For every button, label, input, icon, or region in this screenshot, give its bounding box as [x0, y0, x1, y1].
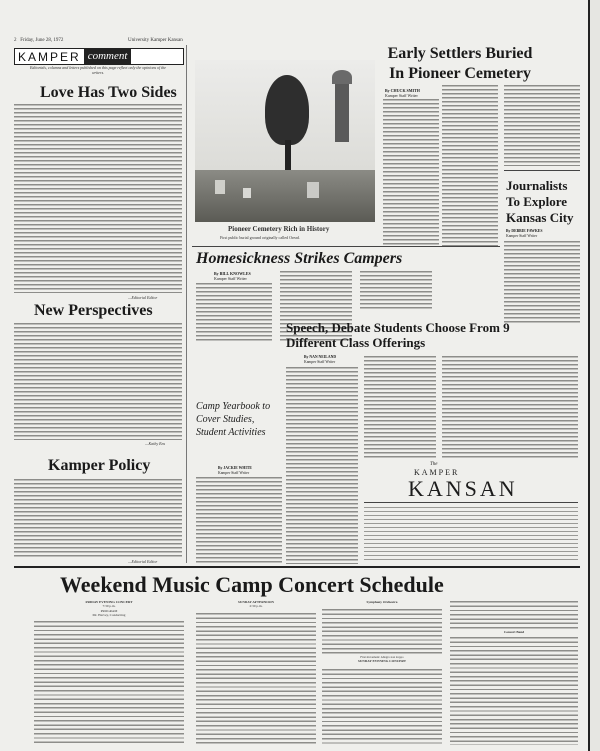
evening-heading: SUNDAY EVENING CONCERT	[357, 659, 407, 664]
journalists-byline: By DEBBIE FAWKES	[506, 229, 543, 233]
schedule-col-band	[450, 600, 578, 634]
sunday-list	[196, 612, 316, 745]
kamper-comment-note: Editorials, columns and letters published on this page reflect only the opinions of the writers.	[29, 65, 167, 75]
headstone-3	[307, 182, 319, 198]
band-heading: Concert Band	[503, 630, 525, 634]
cemetery-body-1	[383, 98, 439, 246]
homesick-byline: By BILL KNOWLES	[214, 271, 251, 276]
headline-yearbook: Camp Yearbook to Cover Studies, Student Activities	[196, 401, 271, 438]
headline-policy: Kamper Policy	[48, 457, 151, 474]
friday-time: 7:30 p.m.	[102, 604, 116, 609]
folio-left	[14, 38, 63, 43]
folio-date: Friday, June 28, 1972	[20, 38, 64, 43]
masthead-the: The	[430, 462, 438, 467]
monument-top	[332, 70, 352, 84]
page-number: 2	[14, 38, 17, 43]
kamper-comment-word1: KAMPER	[18, 49, 81, 64]
headline-homesick: Homesickness Strikes Campers	[196, 250, 403, 267]
homesick-staff: Kamper Staff Writer	[214, 276, 247, 281]
cemetery-body-3	[504, 84, 580, 166]
kamper-comment-word2: comment	[84, 49, 132, 64]
kamper-comment-box	[14, 48, 184, 65]
headline-schedule: Weekend Music Camp Concert Schedule	[60, 572, 444, 597]
speech-byline: By NAN NEILAND	[304, 355, 337, 359]
next-page-edge	[588, 0, 600, 751]
friday-conductor: Mr. Harvey, Conducting	[92, 612, 126, 617]
symphony-heading: Symphony Orchestra	[366, 600, 398, 604]
headline-love: Love Has Two Sides	[40, 84, 177, 101]
headline-perspectives: New Perspectives	[34, 302, 153, 319]
evening-list	[322, 668, 442, 745]
journalists-body	[504, 240, 580, 324]
cemetery-byline: By CHUCK SMITH	[385, 88, 420, 93]
rule-journalists-top	[504, 170, 580, 171]
cemetery-body-2	[442, 84, 498, 246]
perspectives-body	[14, 322, 182, 440]
speech-body-1	[286, 366, 358, 564]
headline-speech: Speech, Debate Students Choose From 9 Different Class Offerings	[286, 320, 510, 350]
first-movement: First movement: Allegro non troppo	[360, 655, 404, 659]
cemetery-photo	[195, 60, 375, 222]
rule-schedule-top	[14, 566, 580, 568]
rule-homesick-top	[192, 246, 500, 247]
love-byline: —Editorial Editor	[128, 295, 158, 300]
sunday-heading: SUNDAY AFTERNOON	[237, 600, 274, 604]
policy-byline: —Editorial Editor	[128, 559, 158, 564]
masthead-rule	[364, 502, 578, 503]
headstone-1	[215, 180, 225, 194]
cemetery-staff: Kamper Staff Writer	[385, 93, 418, 98]
sunday-time: 2:30 p.m.	[249, 604, 263, 609]
policy-body	[14, 478, 182, 558]
monument	[335, 82, 349, 142]
schedule-col-sunday	[196, 600, 316, 609]
tree-1	[265, 75, 309, 145]
yearbook-body	[196, 476, 282, 564]
tree-trunk	[285, 140, 291, 170]
photo-subcaption: First public burial ground originally called Oread.	[220, 235, 300, 240]
band-list	[450, 636, 578, 745]
speech-body-3	[442, 355, 578, 459]
headline-journalists: Journalists To Explore Kansas City	[506, 178, 574, 225]
schedule-col-friday	[34, 600, 184, 617]
masthead-box	[364, 462, 578, 562]
homesick-body-3	[360, 270, 432, 310]
photo-caption: Pioneer Cemetery Rich in History	[228, 225, 330, 233]
speech-staff: Kamper Staff Writer	[304, 360, 336, 364]
ground	[195, 170, 375, 222]
schedule-col-symphony	[322, 600, 442, 604]
love-body	[14, 103, 182, 293]
yearbook-staff: Kamper Staff Writer	[218, 471, 250, 475]
column-rule-left	[186, 45, 187, 563]
masthead-kansan: KANSAN	[408, 476, 518, 501]
friday-heading: FRIDAY EVENING CONCERT	[85, 600, 133, 604]
masthead-staff-list	[364, 506, 578, 560]
schedule-evening	[322, 655, 442, 664]
folio-paper: University Kamper Kansan	[128, 38, 183, 43]
masthead-kamper: KAMPER	[414, 468, 460, 477]
speech-body-2	[364, 355, 436, 459]
perspectives-byline: —Kathy Ens	[145, 441, 166, 446]
friday-program: PROGRAM	[100, 608, 118, 613]
homesick-body-1	[196, 282, 272, 342]
headline-cemetery: Early Settlers Buried In Pioneer Cemetery	[387, 45, 533, 82]
headstone-2	[243, 188, 251, 198]
friday-list	[34, 620, 184, 745]
symphony-list	[322, 608, 442, 654]
band-list-top	[450, 600, 578, 630]
yearbook-byline: By JACKIE WHITE	[218, 466, 252, 470]
journalists-staff: Kamper Staff Writer	[506, 234, 538, 238]
